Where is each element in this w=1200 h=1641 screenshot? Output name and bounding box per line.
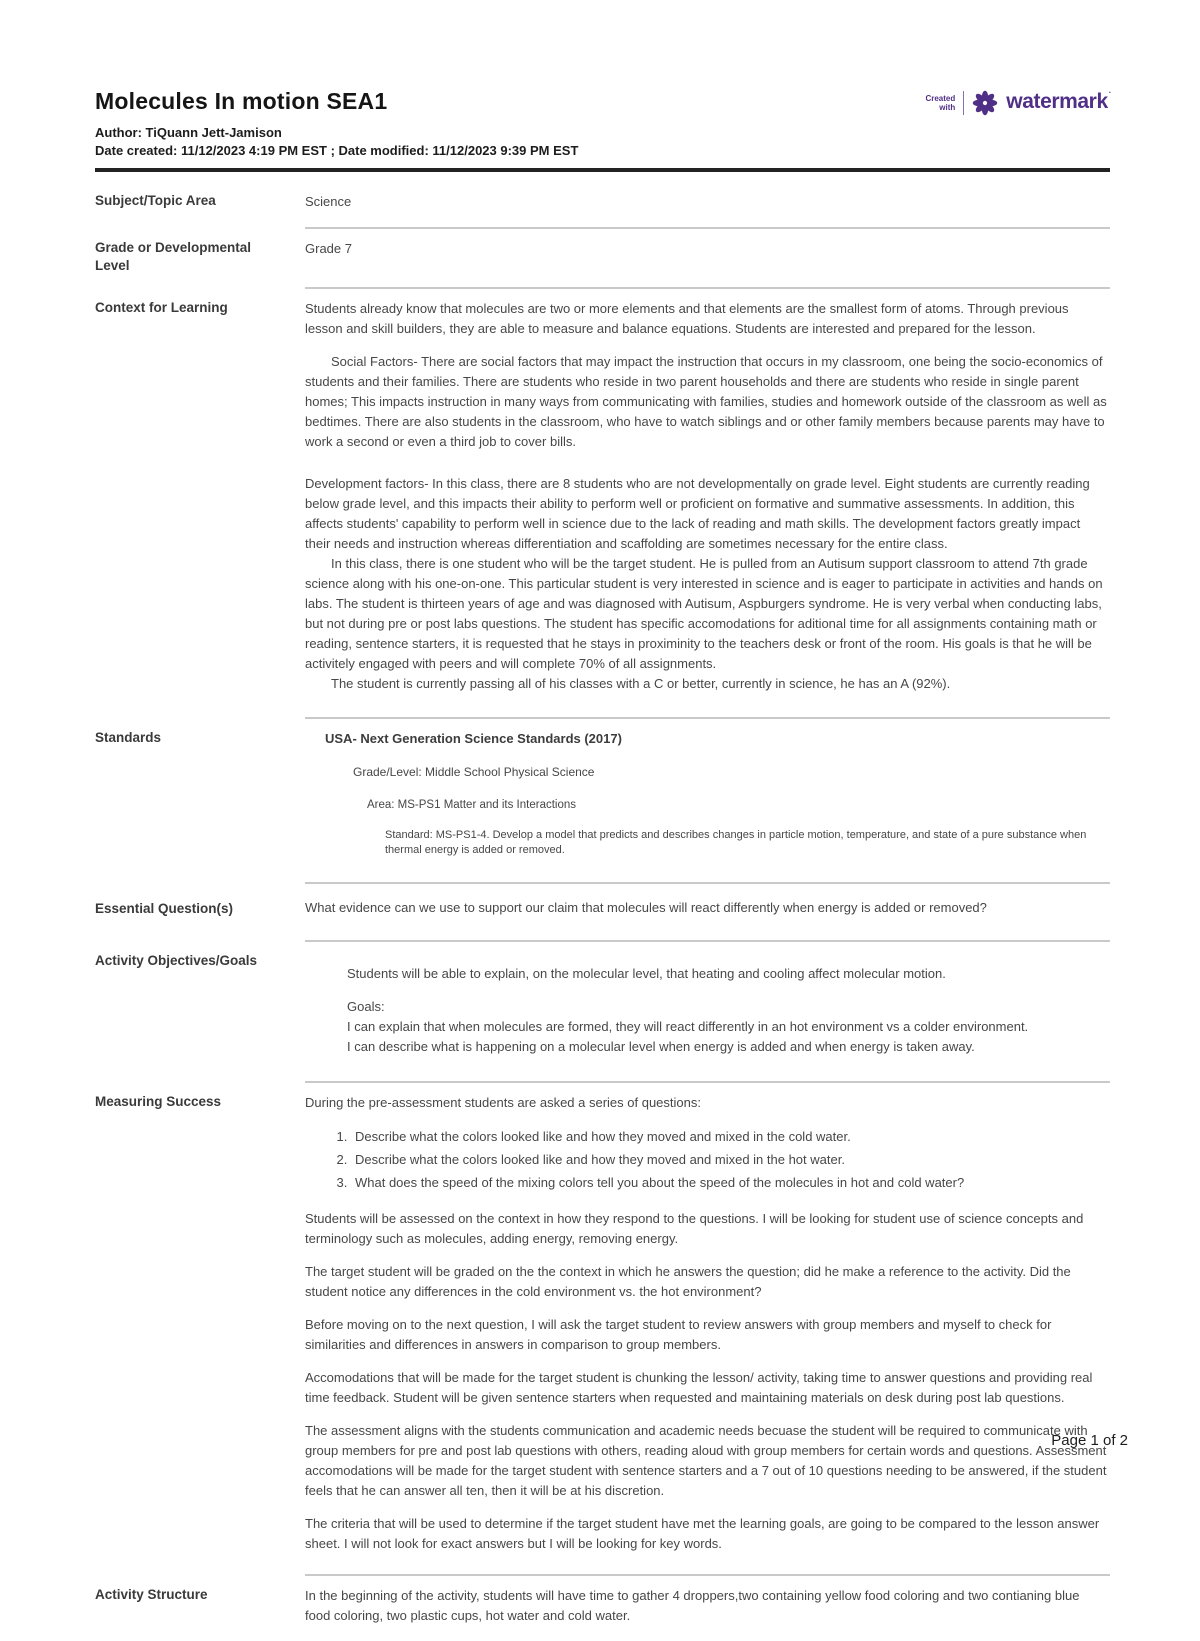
row-grade-level [95, 229, 1110, 289]
created-with-label [925, 94, 955, 112]
page-number: Page 1 of 2 [1051, 1432, 1128, 1449]
row-label: Subject/Topic Area [95, 193, 216, 208]
pre-assessment-questions-list [305, 1127, 1108, 1193]
brand-divider [963, 91, 964, 115]
question-item: 2. Describe what the colors looked like and how they moved and mixed in the hot water. [351, 1150, 1108, 1170]
subject-value: Science [305, 194, 352, 209]
watermark-brand [925, 90, 1110, 116]
trademark-mark: · [1108, 88, 1111, 97]
goals-heading: Goals: [347, 999, 385, 1014]
standards-area: Area: MS-PS1 Matter and its Interactions [367, 799, 577, 811]
row-essential-questions [95, 884, 1110, 942]
created-with-bottom: with [939, 103, 956, 112]
row-measuring-success [95, 1083, 1110, 1576]
standards-framework: USA- Next Generation Science Standards (2017) [325, 731, 622, 746]
context-paragraph: Students already know that molecules are two or more elements and that elements are the smallest form of atoms. Through previous lesson and skill builders, they are able to measure and balance equations. Students are interested and prepared for the lesson. [305, 301, 1069, 336]
row-label: Activity Objectives/Goals [95, 953, 258, 968]
lesson-plan-document [95, 88, 1110, 1641]
row-label: Grade or Developmental Level [95, 240, 252, 273]
brand-name-text: watermark [1006, 90, 1108, 113]
goal-item: I can explain that when molecules are formed, they will react differently in an hot environment vs a colder environment. [347, 1019, 1029, 1034]
measuring-paragraph: Students will be assessed on the context in how they respond to the questions. I will be looking for student use of science concepts and terminology such as molecules, adding energy, removing energy. [305, 1211, 1084, 1246]
question-item: 1. Describe what the colors looked like and how they moved and mixed in the cold water. [351, 1127, 1108, 1147]
created-with-top: Created [925, 94, 956, 103]
question-item: 3. What does the speed of the mixing colors tell you about the speed of the molecules in hot and cold water? [351, 1173, 1108, 1193]
measuring-paragraph: The target student will be graded on the the context in which he answers the question; did he make a reference to the activity. Did the student notice any differences in the cold environment vs. the hot environment? [305, 1264, 1071, 1299]
context-paragraph: Social Factors- There are social factors that may impact the instruction that occurs in my classroom, one being the socio-economics of students and their families. There are students who reside in two parent households and there are students who reside in single parent homes; This impacts instruction in many ways from communicating with families, studies and homework outside of the classroom as well as bedtimes. There are also students in the classroom, who have to watch siblings and or other family members because parents may have to work a second or even a third job to cover bills. [305, 354, 1107, 449]
standards-grade-level: Grade/Level: Middle School Physical Science [353, 765, 595, 779]
measuring-intro: During the pre-assessment students are asked a series of questions: [305, 1095, 701, 1110]
document-header [95, 88, 1110, 172]
goals-list [347, 997, 1108, 1057]
objective-text: Students will be able to explain, on the molecular level, that heating and cooling affect molecular motion. [347, 966, 946, 981]
context-paragraph: In this class, there is one student who will be the target student. He is pulled from an Autisum support classroom to attend 7th grade science along with his one-on-one. This particular student is very interested in science and is eager to participate in activities and hands on labs. The student is thirteen years of age and was diagnosed with Autisum, Aspburgers syndrome. He is very verbal when conducting labs, but not during pre or post labs questions. The student has specific accomodations for aditional time for all assignments containing math or reading, sentence starters, it is requested that he stays in proximinity to the teachers desk or front of the room. His goals is that he will be activitely engaged with peers and will complete 70% of all assignments. [305, 556, 1103, 671]
measuring-paragraph: The assessment aligns with the students communication and academic needs becuase the student will be required to communicate with group members for pre and post lab questions with others, reading aloud with group members for certain words and questions. Assessment accomodations will be made for the target student with sentence starters and a 7 out of 10 questions needing to be answered, if the student feels that he can answer all ten, then it will be at his discretion. [305, 1423, 1107, 1498]
page-title: Molecules In motion SEA1 [95, 88, 388, 114]
measuring-paragraph: Accomodations that will be made for the target student is chunking the lesson/ activity, taking time to answer questions and providing real time feedback. Student will be given sentence starters when requested and maintaining materials on desk during post lab questions. [305, 1370, 1093, 1405]
row-value [305, 1083, 1110, 1576]
measuring-paragraph: The criteria that will be used to determine if the target student have met the learning goals, are going to be compared to the lesson answer sheet. I will not look for exact answers but I will be looking for key words. [305, 1516, 1100, 1551]
row-label: Context for Learning [95, 300, 228, 315]
grade-value: Grade 7 [305, 241, 352, 256]
activity-structure-text: In the beginning of the activity, students will have time to gather 4 droppers,two containing yellow food coloring and two contianing blue food coloring, two plastic cups, hot water and cold water. [305, 1588, 1080, 1623]
row-value [305, 942, 1110, 1083]
context-paragraph: The student is currently passing all of his classes with a C or better, currently in science, he has an A (92%). [331, 676, 951, 691]
date-line: Date created: 11/12/2023 4:19 PM EST ; Date modified: 11/12/2023 9:39 PM EST [95, 143, 579, 158]
row-subject-topic-area [95, 182, 1110, 229]
row-label: Activity Structure [95, 1587, 208, 1602]
row-activity-objectives-goals [95, 942, 1110, 1083]
author-line: Author: TiQuann Jett-Jamison [95, 125, 282, 140]
row-label: Standards [95, 730, 162, 745]
header-divider-rule [95, 168, 1110, 172]
row-value [305, 884, 1110, 942]
row-standards [95, 719, 1110, 884]
row-context-for-learning [95, 289, 1110, 719]
row-activity-structure [95, 1576, 1110, 1641]
row-label: Measuring Success [95, 1094, 222, 1109]
row-value [305, 229, 1110, 289]
context-paragraph: Development factors- In this class, there are 8 students who are not developmentally on grade level. Eight students are currently reading below grade level, and this impacts their ability to perform well or proficient on formative and summative assessments. In addition, this affects students' capability to perform well in science due to the lack of reading and math skills. The development factors greatly impact their needs and instruction whereas differentiation and scaffolding are sometimes necessary for the entire class. [305, 476, 1090, 551]
standards-standard: Standard: MS-PS1-4. Develop a model that predicts and describes changes in particle motion, temperature, and state of a pure substance when thermal energy is added or removed. [385, 829, 1087, 856]
objectives-block [305, 952, 1108, 1057]
row-label: Essential Question(s) [95, 901, 234, 916]
watermark-logo-icon [972, 90, 998, 116]
essential-question-text: What evidence can we use to support our claim that molecules will react differently when energy is added or removed? [305, 900, 987, 915]
brand-name [1006, 90, 1110, 114]
goal-item: I can describe what is happening on a molecular level when energy is added and when energy is taken away. [347, 1039, 975, 1054]
measuring-paragraph: Before moving on to the next question, I will ask the target student to review answers with group members and myself to check for similarities and differences in answers in comparison to group members. [305, 1317, 1052, 1352]
row-value [305, 719, 1110, 884]
row-value [305, 1576, 1110, 1641]
row-value [305, 289, 1110, 719]
row-value [305, 182, 1110, 229]
